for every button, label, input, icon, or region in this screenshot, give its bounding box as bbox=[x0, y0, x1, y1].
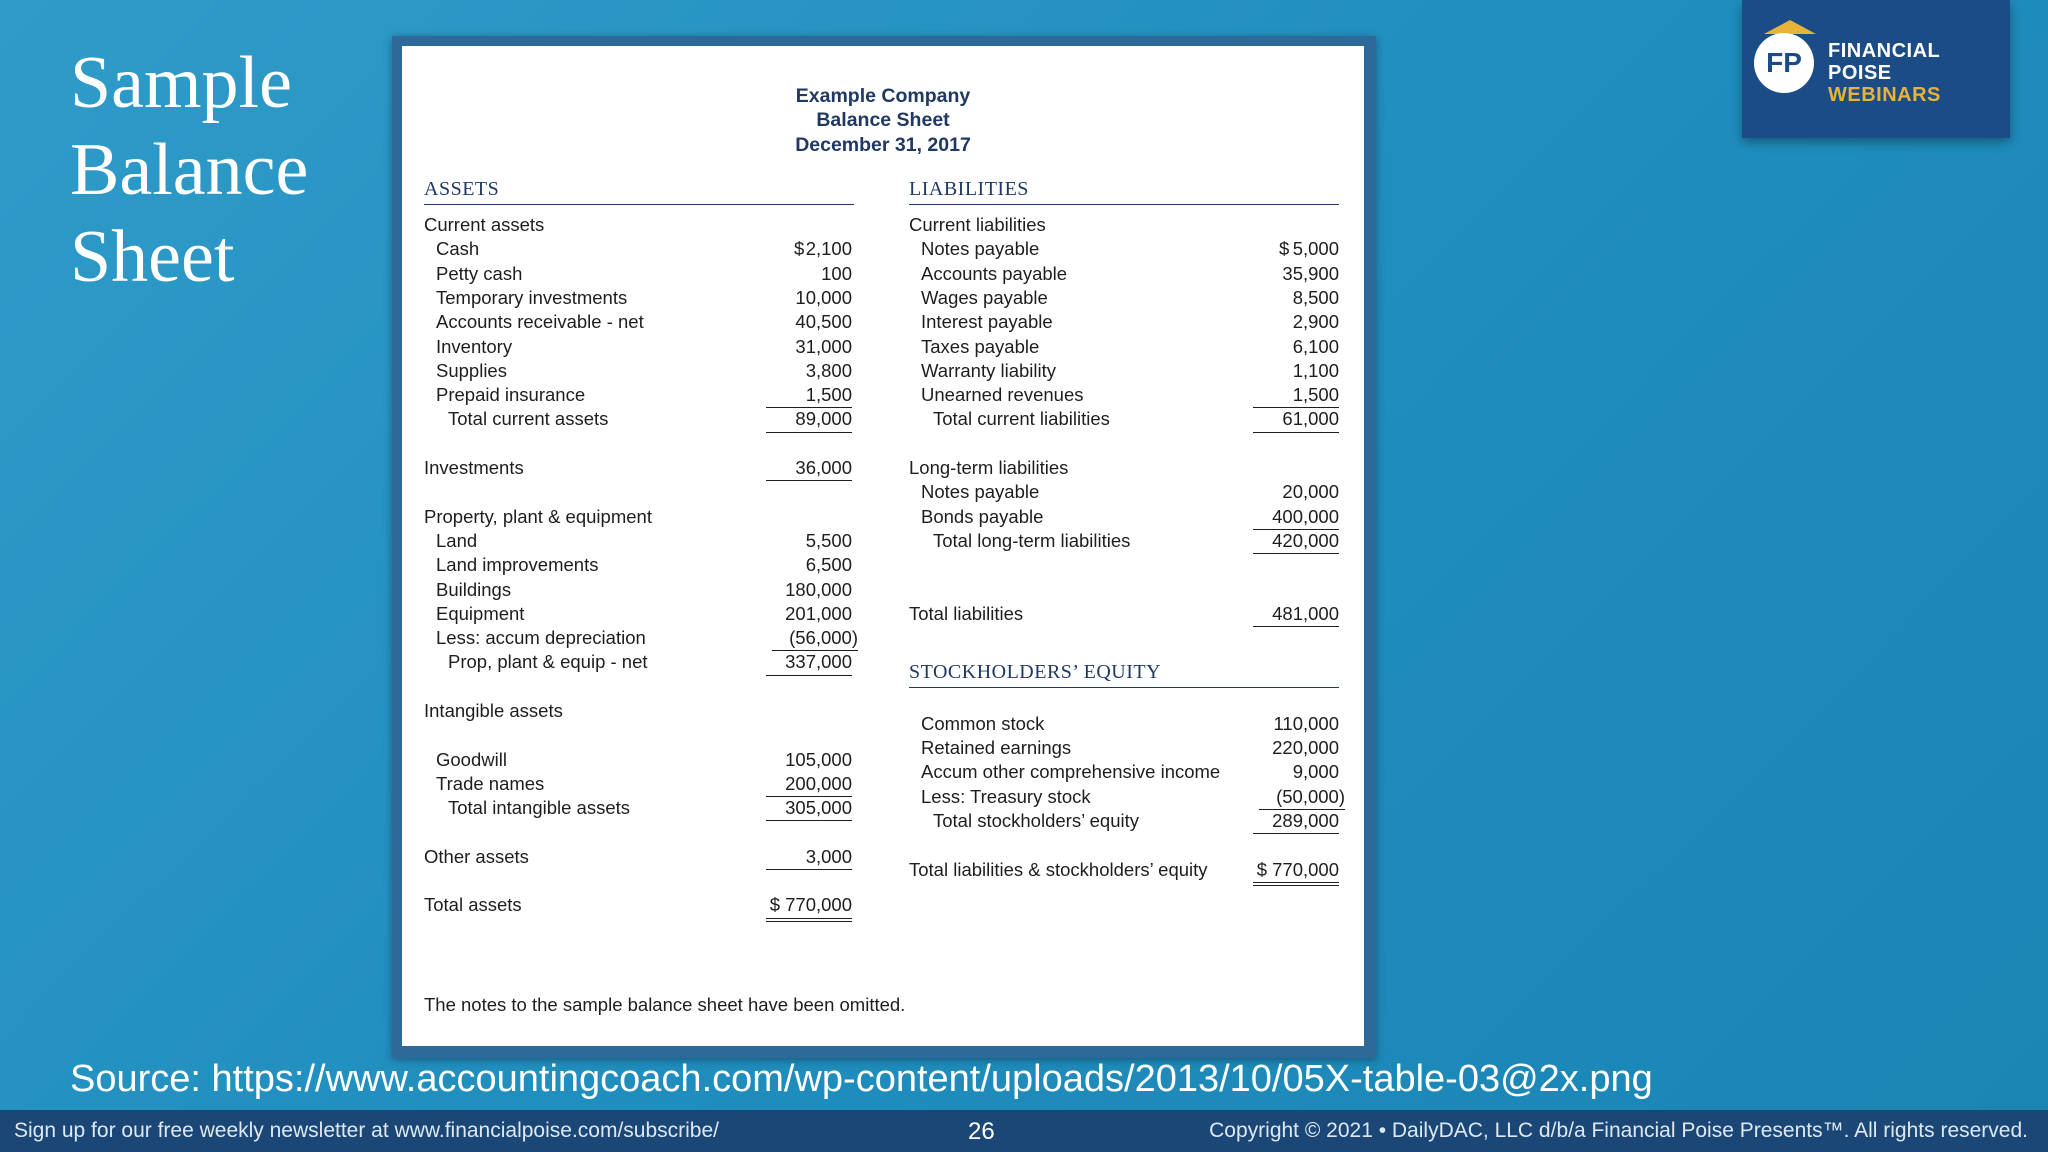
logo-line2 bbox=[1828, 62, 2010, 106]
line-item-label: Current assets bbox=[424, 214, 545, 235]
line-item bbox=[909, 529, 1349, 553]
line-item-amount: 10,000 bbox=[795, 286, 852, 308]
line-item bbox=[909, 858, 1349, 882]
line-item-label: Less: Treasury stock bbox=[921, 785, 1091, 807]
statement-date: December 31, 2017 bbox=[795, 133, 971, 156]
line-item bbox=[424, 699, 862, 723]
line-item-label: Land bbox=[436, 529, 478, 551]
line-item-amount: 337,000 bbox=[766, 650, 852, 675]
balance-sheet-frame bbox=[392, 36, 1376, 1058]
line-item bbox=[424, 407, 862, 431]
line-item-amount: 3,000 bbox=[766, 845, 852, 870]
line-item-label: Goodwill bbox=[436, 748, 507, 770]
line-item-amount: 31,000 bbox=[795, 335, 852, 357]
page-number: 26 bbox=[968, 1118, 995, 1145]
line-item-amount: 35,900 bbox=[1282, 262, 1339, 284]
line-item-label: Inventory bbox=[436, 335, 513, 357]
line-item bbox=[909, 456, 1349, 480]
line-item bbox=[424, 650, 862, 674]
line-item-label: Taxes payable bbox=[921, 335, 1040, 357]
line-item-amount: 200,000 bbox=[766, 772, 852, 797]
line-item bbox=[909, 335, 1349, 359]
line-item-amount: 180,000 bbox=[785, 578, 852, 600]
line-item-label: Total liabilities & stockholders’ equity bbox=[909, 858, 1208, 880]
line-item-label: Bonds payable bbox=[921, 505, 1044, 527]
line-item bbox=[424, 553, 862, 577]
line-item-amount: (56,000) bbox=[772, 626, 858, 651]
slide-title-line: Balance bbox=[70, 129, 309, 211]
newsletter-text: Sign up for our free weekly newsletter at www.financialpoise.com/subscribe/ bbox=[14, 1119, 719, 1142]
dollar-sign: $ bbox=[794, 238, 805, 260]
line-item bbox=[909, 383, 1349, 407]
line-item-label: Unearned revenues bbox=[921, 384, 1084, 406]
line-item-amount: 3,800 bbox=[805, 359, 852, 381]
line-item-amount: 5,500 bbox=[805, 529, 852, 551]
line-item bbox=[424, 383, 862, 407]
line-item-amount: 36,000 bbox=[766, 456, 852, 481]
line-item-label: Accounts payable bbox=[921, 262, 1068, 284]
line-item-amount: 110,000 bbox=[1273, 712, 1339, 734]
line-item-label: Cash bbox=[436, 238, 480, 260]
line-item-label: Interest payable bbox=[921, 311, 1053, 333]
line-item-amount: 420,000 bbox=[1253, 529, 1339, 554]
line-item bbox=[424, 748, 862, 772]
line-item bbox=[909, 407, 1349, 431]
line-item bbox=[424, 505, 862, 529]
line-item-label: Trade names bbox=[436, 772, 545, 794]
line-item-amount: 6,100 bbox=[1292, 335, 1339, 357]
fp-logo-mark: FP bbox=[1754, 33, 1814, 93]
slide-title-line: Sample bbox=[70, 42, 292, 124]
logo-line1: FINANCIAL bbox=[1828, 40, 1941, 62]
line-item-label: Total intangible assets bbox=[448, 797, 631, 819]
line-item bbox=[424, 213, 862, 237]
balance-sheet-document bbox=[402, 46, 1364, 1046]
line-item-amount: 2,900 bbox=[1292, 311, 1339, 333]
line-item bbox=[909, 310, 1349, 334]
line-item-label: Less: accum depreciation bbox=[436, 627, 646, 649]
line-item-label: Notes payable bbox=[921, 481, 1040, 503]
line-item-amount: 5,000 bbox=[1292, 238, 1339, 260]
line-item-label: Common stock bbox=[921, 712, 1045, 734]
equity-heading: STOCKHOLDERS’ EQUITY bbox=[909, 661, 1339, 688]
line-item-label: Investments bbox=[424, 457, 524, 478]
graduation-cap-icon bbox=[1764, 20, 1816, 34]
line-item bbox=[909, 760, 1349, 784]
line-item-amount: 305,000 bbox=[766, 796, 852, 821]
statement-name: Balance Sheet bbox=[816, 109, 950, 132]
line-item-label: Prop, plant & equip - net bbox=[448, 651, 648, 673]
line-item bbox=[909, 785, 1349, 809]
source-citation: Source: https://www.accountingcoach.com/wp-content/uploads/2013/10/05X-table-03@2x.png bbox=[70, 1058, 1653, 1100]
line-item-amount: 201,000 bbox=[785, 602, 852, 624]
line-item bbox=[424, 237, 862, 261]
line-item bbox=[909, 480, 1349, 504]
line-item bbox=[424, 602, 862, 626]
financial-poise-logo bbox=[1742, 0, 2010, 138]
line-item-amount: $ 770,000 bbox=[1253, 858, 1339, 886]
line-item-label: Current liabilities bbox=[909, 214, 1046, 235]
line-item-amount: 105,000 bbox=[785, 748, 852, 770]
line-item-label: Property, plant & equipment bbox=[424, 505, 652, 527]
line-item bbox=[909, 602, 1349, 626]
line-item bbox=[909, 213, 1349, 237]
line-item-amount: (50,000) bbox=[1259, 785, 1345, 810]
footnote: The notes to the sample balance sheet have been omitted. bbox=[424, 994, 906, 1015]
line-item bbox=[424, 772, 862, 796]
line-item-label: Total long-term liabilities bbox=[933, 529, 1131, 551]
line-item bbox=[909, 809, 1349, 833]
line-item bbox=[909, 262, 1349, 286]
line-item bbox=[909, 736, 1349, 760]
company-name: Example Company bbox=[795, 85, 971, 107]
line-item-amount: 220,000 bbox=[1272, 737, 1339, 758]
line-item bbox=[424, 262, 862, 286]
line-item bbox=[424, 456, 862, 480]
line-item-label: Notes payable bbox=[921, 238, 1040, 260]
line-item-label: Land improvements bbox=[436, 554, 599, 576]
document-header bbox=[402, 84, 1364, 157]
line-item-amount: 400,000 bbox=[1253, 505, 1339, 530]
line-item-amount: 100 bbox=[821, 262, 852, 284]
line-item bbox=[909, 237, 1349, 261]
line-item-label: Wages payable bbox=[921, 286, 1048, 308]
line-item-label: Prepaid insurance bbox=[436, 384, 586, 406]
line-item-label: Long-term liabilities bbox=[909, 457, 1069, 478]
line-item-label: Accounts receivable - net bbox=[436, 311, 644, 333]
line-item-amount: 481,000 bbox=[1253, 602, 1339, 627]
line-item bbox=[424, 578, 862, 602]
line-item-amount: 8,500 bbox=[1292, 286, 1339, 308]
line-item bbox=[424, 310, 862, 334]
line-item-amount: $ 770,000 bbox=[766, 893, 852, 921]
line-item bbox=[424, 893, 862, 917]
line-item-label: Retained earnings bbox=[921, 737, 1072, 758]
line-item bbox=[909, 286, 1349, 310]
line-item-amount: 9,000 bbox=[1292, 761, 1339, 783]
line-item bbox=[909, 359, 1349, 383]
line-item-amount: 1,100 bbox=[1292, 359, 1339, 381]
line-item-amount: 89,000 bbox=[766, 407, 852, 432]
line-item-label: Supplies bbox=[436, 359, 507, 381]
line-item-amount: 61,000 bbox=[1253, 407, 1339, 432]
line-item-label: Total current assets bbox=[448, 408, 609, 430]
line-item-label: Intangible assets bbox=[424, 700, 563, 721]
line-item-label: Buildings bbox=[436, 578, 512, 600]
liabilities-heading: LIABILITIES bbox=[909, 178, 1339, 205]
line-item bbox=[909, 505, 1349, 529]
line-item-label: Other assets bbox=[424, 845, 529, 867]
line-item-amount: 1,500 bbox=[1253, 383, 1339, 408]
line-item-label: Total liabilities bbox=[909, 602, 1024, 624]
line-item-amount: 2,100 bbox=[805, 238, 852, 260]
line-item bbox=[424, 286, 862, 310]
line-item-label: Equipment bbox=[436, 602, 525, 624]
line-item-label: Total assets bbox=[424, 894, 522, 916]
line-item-label: Petty cash bbox=[436, 262, 523, 284]
footer-bar bbox=[0, 1110, 2048, 1152]
line-item-label: Accum other comprehensive income bbox=[921, 761, 1221, 783]
slide-title-line: Sheet bbox=[70, 216, 235, 298]
logo-line2a: POISE bbox=[1828, 62, 1892, 84]
line-item-label: Warranty liability bbox=[921, 359, 1057, 381]
line-item-label: Total stockholders’ equity bbox=[933, 809, 1140, 831]
line-item-label: Temporary investments bbox=[436, 286, 628, 308]
logo-wordmark bbox=[1828, 40, 2010, 106]
slide-title bbox=[70, 40, 370, 301]
line-item-amount: 40,500 bbox=[795, 311, 852, 333]
logo-line2b: WEBINARS bbox=[1828, 84, 1941, 106]
line-item-amount: 6,500 bbox=[805, 554, 852, 576]
assets-heading: ASSETS bbox=[424, 178, 854, 205]
line-item bbox=[424, 626, 862, 650]
line-item-amount: 1,500 bbox=[766, 383, 852, 408]
line-item bbox=[424, 529, 862, 553]
line-item bbox=[424, 335, 862, 359]
line-item-label: Total current liabilities bbox=[933, 408, 1110, 430]
dollar-sign: $ bbox=[1279, 238, 1290, 260]
line-item bbox=[909, 712, 1349, 736]
copyright-text: Copyright © 2021 • DailyDAC, LLC d/b/a Financial Poise Presents™. All rights reserved. bbox=[1209, 1119, 2028, 1142]
line-item bbox=[424, 796, 862, 820]
line-item-amount: 289,000 bbox=[1253, 809, 1339, 834]
line-item-amount: 20,000 bbox=[1282, 481, 1339, 503]
line-item bbox=[424, 845, 862, 869]
line-item bbox=[424, 359, 862, 383]
